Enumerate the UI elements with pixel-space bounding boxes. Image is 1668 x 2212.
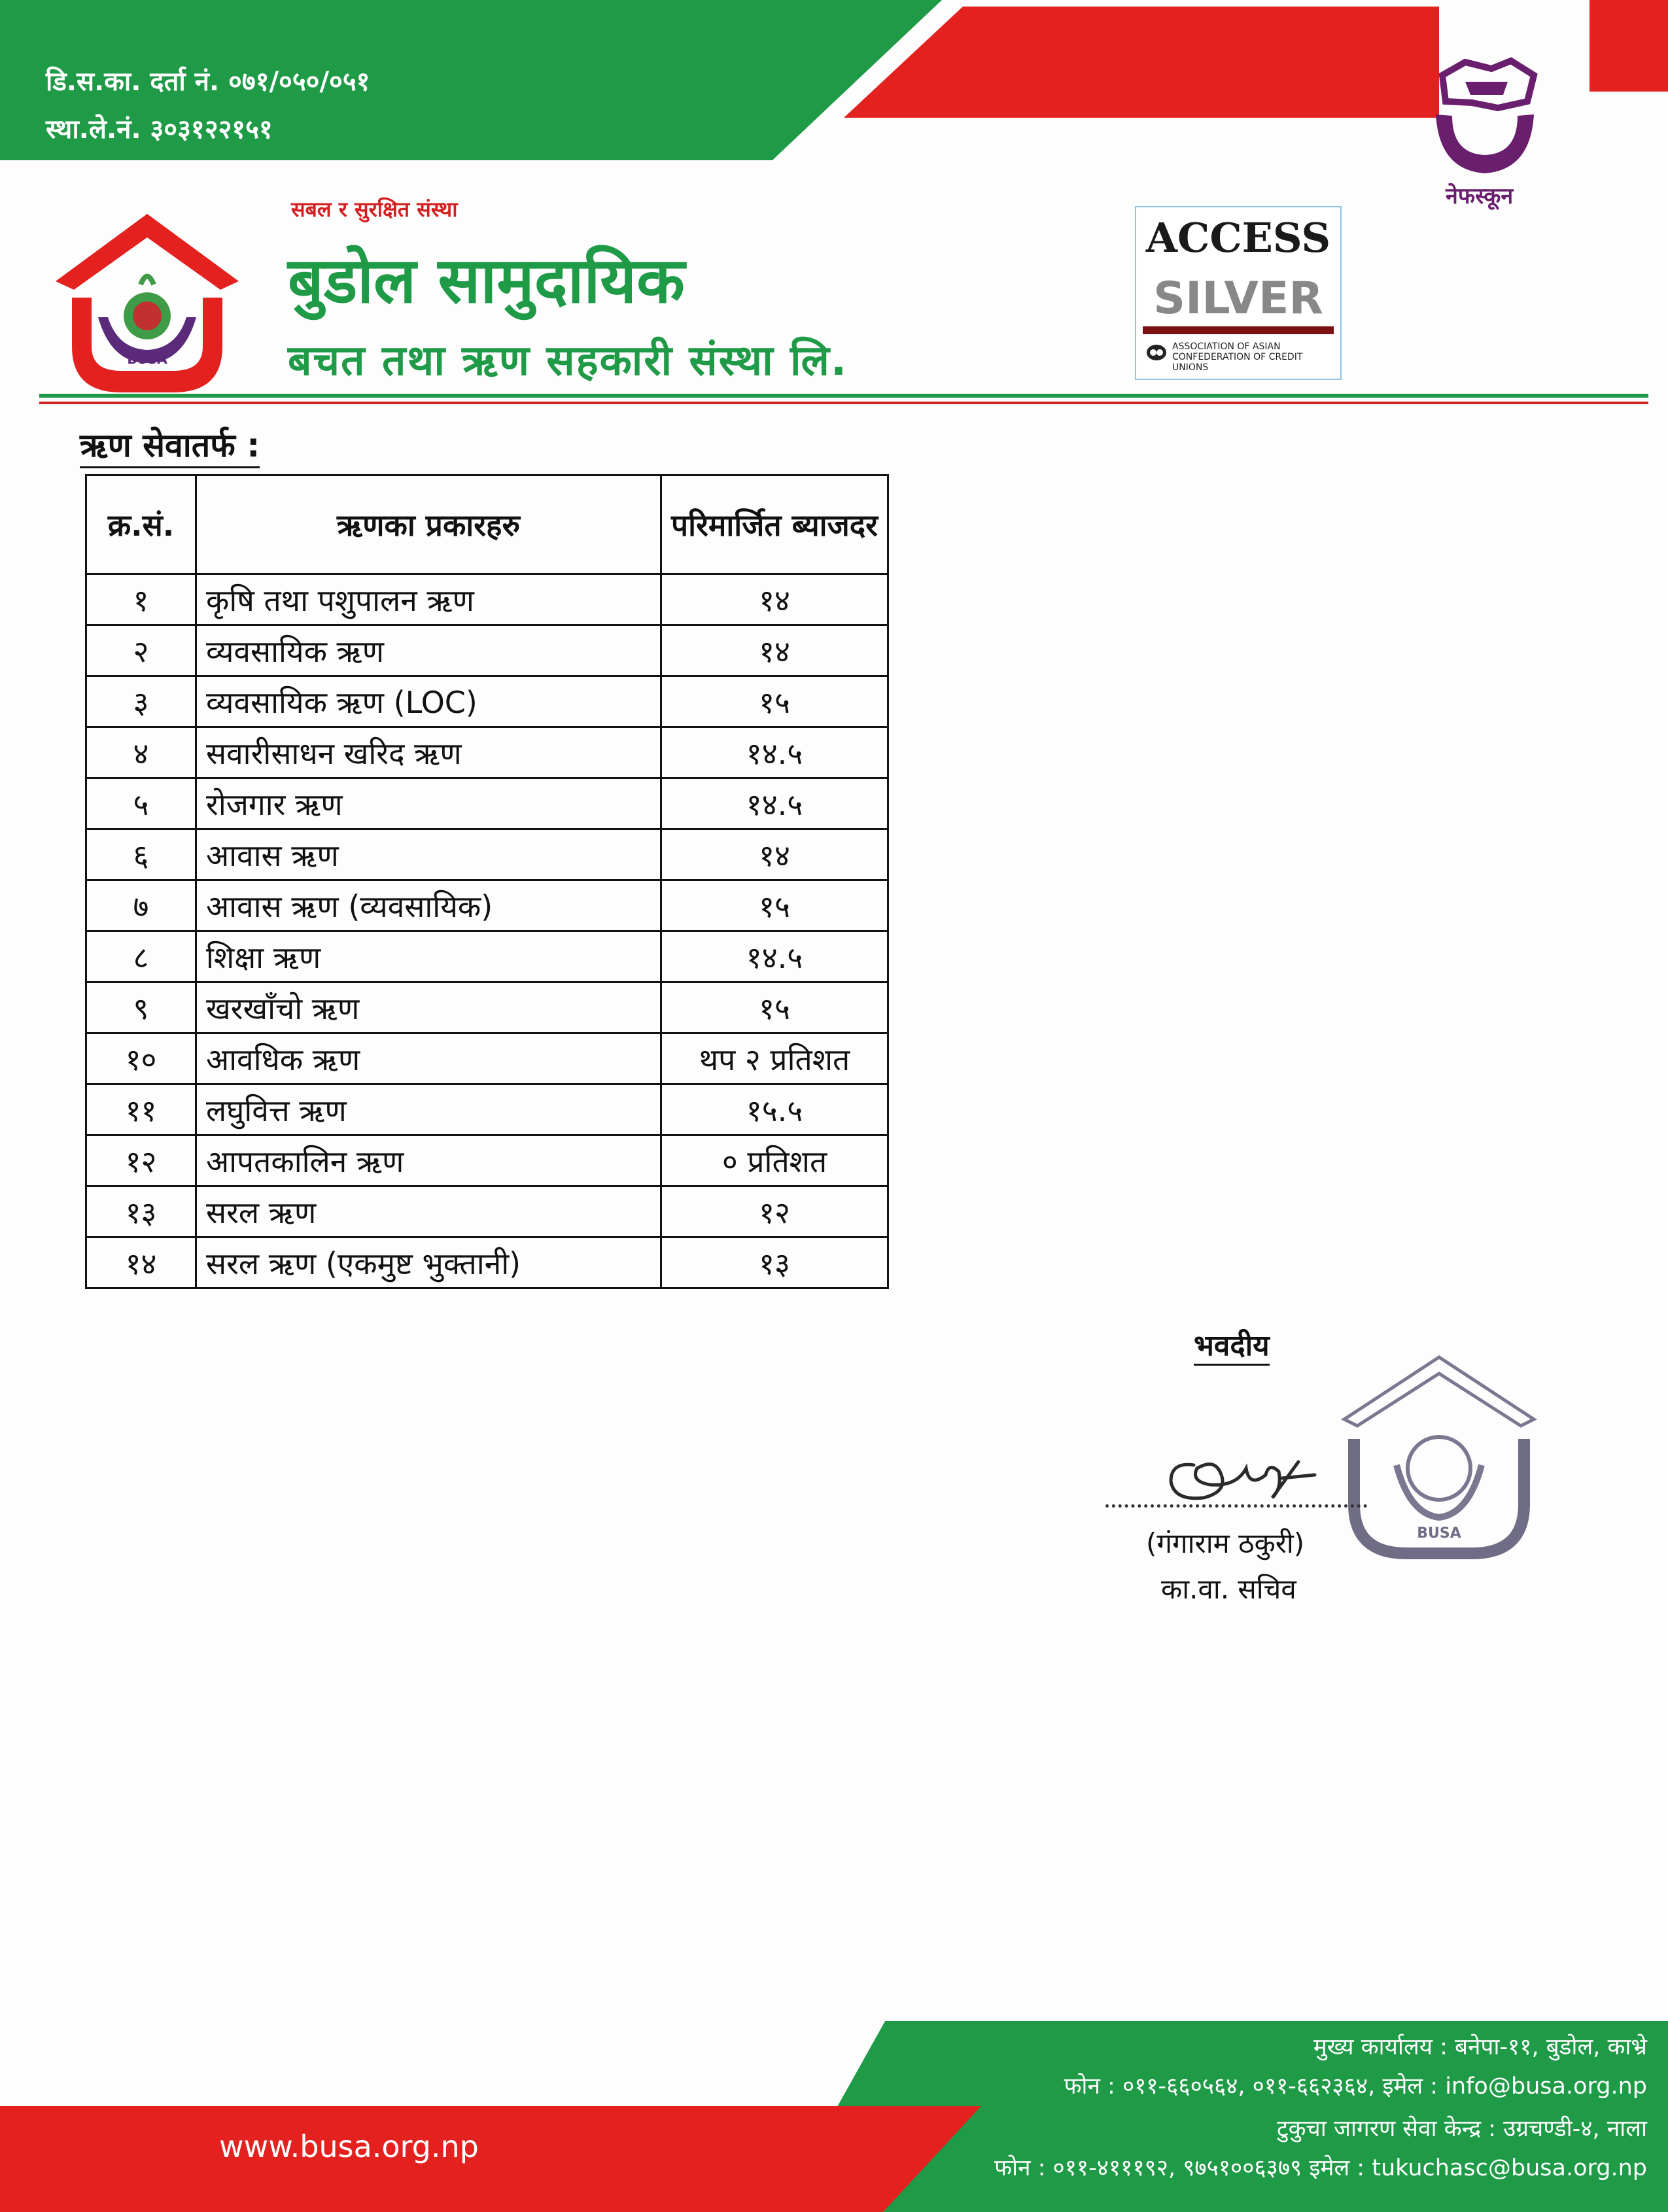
cell-loan-type: सरल ऋण bbox=[196, 1186, 661, 1237]
cell-rate: १५ bbox=[661, 880, 888, 931]
busa-logo-text: BUSA bbox=[127, 351, 167, 367]
cell-loan-type: सरल ऋण (एकमुष्ट भुक्तानी) bbox=[196, 1237, 661, 1288]
cell-rate: १२ bbox=[661, 1186, 888, 1237]
table-row bbox=[86, 1237, 888, 1288]
cell-loan-type: आवास ऋण bbox=[196, 829, 661, 880]
signer-name: (गंगाराम ठकुरी) bbox=[1146, 1527, 1305, 1559]
table-row bbox=[86, 1033, 888, 1084]
header-revised-rate: परिमार्जित ब्याजदर bbox=[661, 475, 888, 574]
access-badge-footer: ASSOCIATION OF ASIAN CONFEDERATION OF CREDIT UNIONS bbox=[1172, 341, 1303, 373]
cell-rate: १४ bbox=[661, 829, 888, 880]
cell-serial: १३ bbox=[86, 1186, 196, 1237]
nefscun-label: नेफस्कून bbox=[1446, 183, 1514, 209]
cell-loan-type: आवधिक ऋण bbox=[196, 1033, 661, 1084]
cell-loan-type: कृषि तथा पशुपालन ऋण bbox=[196, 574, 661, 625]
header-red-band bbox=[844, 7, 1439, 118]
pan-number: स्था.ले.नं. ३०३१२२१५१ bbox=[46, 114, 273, 145]
cell-serial: ७ bbox=[86, 880, 196, 931]
cell-serial: १२ bbox=[86, 1135, 196, 1186]
head-office-address: मुख्य कार्यालय : बनेपा-११, बुडोल, काभ्रे bbox=[1313, 2034, 1647, 2060]
table-row bbox=[86, 829, 888, 880]
cell-loan-type: रोजगार ऋण bbox=[196, 778, 661, 829]
cell-serial: ५ bbox=[86, 778, 196, 829]
cell-serial: ८ bbox=[86, 931, 196, 982]
header-red-corner bbox=[1590, 0, 1668, 92]
branch-contact: फोन : ०११-४१११९२, ९७५१००६३७९ इमेल : tukuchasc@busa.org.np bbox=[994, 2155, 1647, 2181]
access-badge-level: SILVER bbox=[1153, 273, 1323, 324]
section-title: ऋण सेवातर्फ : bbox=[80, 422, 260, 468]
cell-serial: २ bbox=[86, 625, 196, 676]
cell-rate: १५ bbox=[661, 982, 888, 1033]
table-row bbox=[86, 625, 888, 676]
nefscun-logo-icon bbox=[1419, 56, 1550, 177]
table-row bbox=[86, 1135, 888, 1186]
table-row bbox=[86, 880, 888, 931]
organization-subtitle: बचत तथा ऋण सहकारी संस्था लि. bbox=[288, 337, 848, 385]
tagline: सबल र सुरक्षित संस्था bbox=[291, 197, 458, 222]
cell-loan-type: शिक्षा ऋण bbox=[196, 931, 661, 982]
cell-rate: १४.५ bbox=[661, 778, 888, 829]
table-row bbox=[86, 1084, 888, 1135]
cell-loan-type: व्यवसायिक ऋण (LOC) bbox=[196, 676, 661, 727]
signature-line bbox=[1105, 1504, 1367, 1508]
cell-rate: १३ bbox=[661, 1237, 888, 1288]
table-row bbox=[86, 676, 888, 727]
cell-loan-type: व्यवसायिक ऋण bbox=[196, 625, 661, 676]
cell-serial: १० bbox=[86, 1033, 196, 1084]
header-serial: क्र.सं. bbox=[86, 475, 196, 574]
cell-rate: १४ bbox=[661, 625, 888, 676]
cell-serial: ९ bbox=[86, 982, 196, 1033]
official-stamp bbox=[1334, 1354, 1544, 1570]
closing-salutation: भवदीय bbox=[1194, 1324, 1270, 1366]
table-row bbox=[86, 574, 888, 625]
cell-loan-type: सवारीसाधन खरिद ऋण bbox=[196, 727, 661, 778]
busa-logo bbox=[49, 206, 245, 396]
loan-rates-table bbox=[85, 474, 889, 1289]
cell-loan-type: आपतकालिन ऋण bbox=[196, 1135, 661, 1186]
website-link[interactable]: www.busa.org.np bbox=[219, 2129, 479, 2164]
cell-rate: १५ bbox=[661, 676, 888, 727]
access-badge-title: ACCESS bbox=[1145, 214, 1331, 262]
access-silver-badge bbox=[1135, 206, 1342, 380]
organization-name: बुडोल सामुदायिक bbox=[288, 244, 685, 317]
table-row bbox=[86, 778, 888, 829]
cell-serial: १४ bbox=[86, 1237, 196, 1288]
cell-rate: १५.५ bbox=[661, 1084, 888, 1135]
branch-address: टुकुचा जागरण सेवा केन्द्र : उग्रचण्डी-४, नाला bbox=[1277, 2116, 1647, 2142]
cell-loan-type: आवास ऋण (व्यवसायिक) bbox=[196, 880, 661, 931]
signature-icon bbox=[1158, 1436, 1328, 1508]
header-divider-green bbox=[39, 394, 1648, 398]
stamp-text: BUSA bbox=[1417, 1525, 1461, 1542]
head-office-contact: फोन : ०११-६६०५६४, ०११-६६२३६४, इमेल : info@busa.org.np bbox=[1064, 2073, 1647, 2100]
access-badge-band bbox=[1143, 326, 1334, 334]
nefscun-logo bbox=[1419, 56, 1550, 177]
cell-loan-type: लघुवित्त ऋण bbox=[196, 1084, 661, 1135]
cell-rate: थप २ प्रतिशत bbox=[661, 1033, 888, 1084]
header-divider-red bbox=[39, 402, 1648, 404]
registration-number: डि.स.का. दर्ता नं. ०७१/०५०/०५१ bbox=[46, 67, 370, 97]
accu-icon bbox=[1145, 343, 1168, 364]
cell-loan-type: खरखाँचो ऋण bbox=[196, 982, 661, 1033]
cell-rate: १४.५ bbox=[661, 727, 888, 778]
cell-rate: १४.५ bbox=[661, 931, 888, 982]
cell-serial: ११ bbox=[86, 1084, 196, 1135]
footer-red-band bbox=[0, 2106, 981, 2212]
table-row bbox=[86, 727, 888, 778]
cell-serial: १ bbox=[86, 574, 196, 625]
handwritten-signature bbox=[1158, 1436, 1328, 1508]
table-row bbox=[86, 1186, 888, 1237]
cell-serial: ३ bbox=[86, 676, 196, 727]
cell-serial: ६ bbox=[86, 829, 196, 880]
header-loan-type: ऋणका प्रकारहरु bbox=[196, 475, 661, 574]
cell-rate: १४ bbox=[661, 574, 888, 625]
signer-title: का.वा. सचिव bbox=[1161, 1573, 1296, 1605]
table-header-row bbox=[86, 475, 888, 574]
table-row bbox=[86, 982, 888, 1033]
table-row bbox=[86, 931, 888, 982]
cell-rate: ० प्रतिशत bbox=[661, 1135, 888, 1186]
busa-logo-icon bbox=[49, 206, 245, 396]
cell-serial: ४ bbox=[86, 727, 196, 778]
